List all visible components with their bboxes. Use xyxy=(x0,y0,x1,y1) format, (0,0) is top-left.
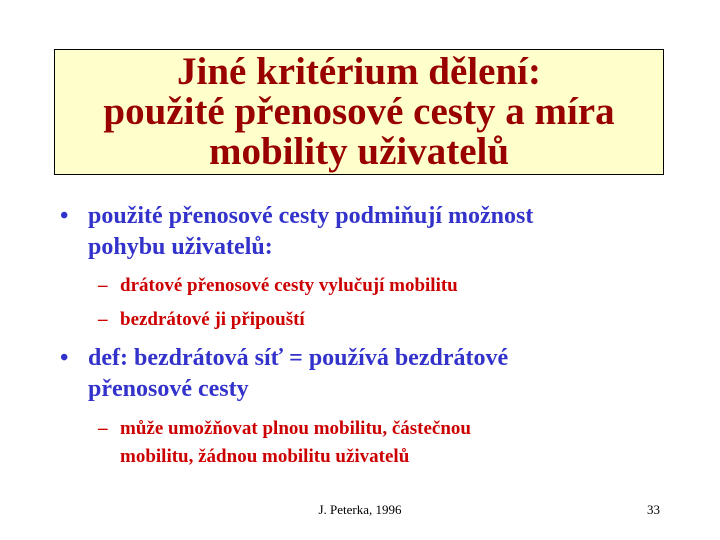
slide-title-line-2: použité přenosové cesty a míra xyxy=(103,90,615,133)
slide-title-line-1: Jiné kritérium dělení: xyxy=(177,50,541,93)
dash-marker: – xyxy=(98,309,108,330)
bullet-item-wireless-definition xyxy=(60,343,508,405)
subitem-text-line: mobilitu, žádnou mobilitu uživatelů xyxy=(120,446,410,467)
bullet-marker: • xyxy=(60,203,69,229)
slide-title-box xyxy=(54,49,664,175)
subitem-text-line: bezdrátové ji připouští xyxy=(120,309,305,330)
bullet-marker: • xyxy=(60,345,69,371)
bullet-text-line: pohybu uživatelů: xyxy=(88,234,273,260)
subitem-text-line: drátové přenosové cesty vylučují mobilitu xyxy=(120,275,458,296)
footer-page-number: 33 xyxy=(647,502,660,517)
footer-author: J. Peterka, 1996 xyxy=(318,502,402,517)
bullet-item-wired-paths xyxy=(60,201,533,263)
bullet-text-line: přenosové cesty xyxy=(88,376,249,402)
dash-marker: – xyxy=(98,275,108,296)
subitem-text-line: může umožňovat plnou mobilitu, částečnou xyxy=(120,418,471,439)
slide-title-line-3: mobility uživatelů xyxy=(208,130,510,173)
subitem-wireless-allows xyxy=(98,306,305,334)
subitem-wired-excludes-mobility xyxy=(98,272,458,300)
bullet-text-line: def: bezdrátová síť = používá bezdrátové xyxy=(88,345,509,371)
subitem-mobility-levels xyxy=(98,415,471,471)
bullet-text-line: použité přenosové cesty podmiňují možnost xyxy=(88,203,534,229)
dash-marker: – xyxy=(98,418,108,439)
